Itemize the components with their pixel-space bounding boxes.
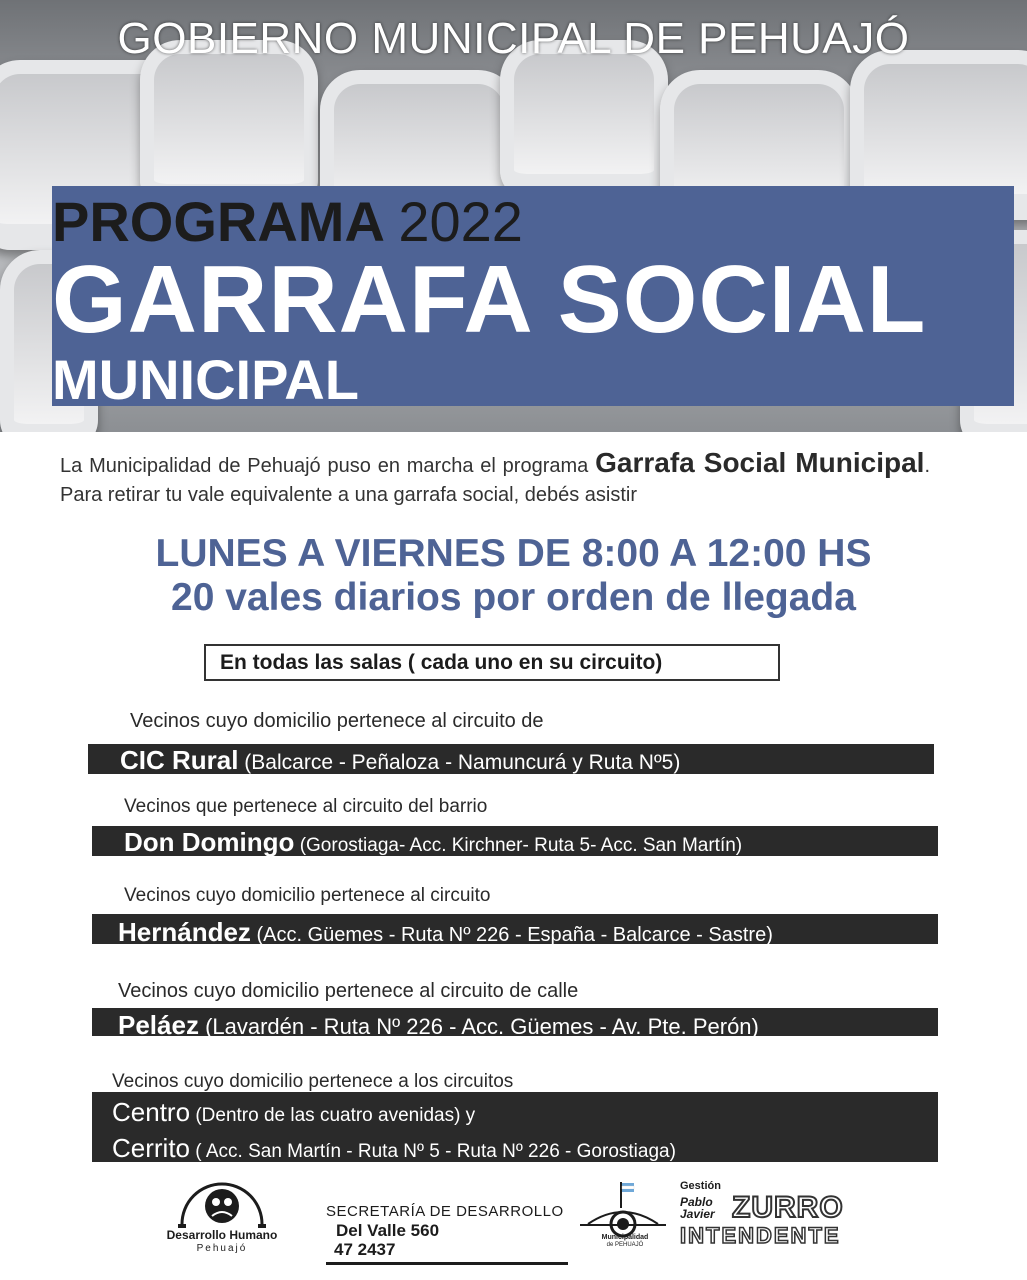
gas-cylinder-image bbox=[140, 40, 318, 210]
intro-text bbox=[60, 448, 930, 510]
circuit-name: CIC Rural bbox=[120, 745, 239, 775]
circuit-name: Peláez bbox=[118, 1010, 199, 1040]
program-year: 2022 bbox=[398, 190, 523, 253]
secretaria-name: SECRETARÍA DE DESARROLLO bbox=[326, 1203, 564, 1220]
circuit-lead: Vecinos cuyo domicilio pertenece al circuito de bbox=[130, 710, 544, 732]
secretaria-phone: 47 2437 bbox=[334, 1240, 396, 1259]
desarrollo-humano-subtitle: Pehuajó bbox=[196, 1243, 248, 1254]
circuit-detail: (Lavardén - Ruta Nº 226 - Acc. Güemes - Av. Pte. Perón) bbox=[198, 1014, 759, 1039]
circuit-lead: Vecinos que pertenece al circuito del barrio bbox=[124, 796, 488, 817]
gas-cylinder-image bbox=[500, 40, 668, 200]
circuit-name: Don Domingo bbox=[124, 827, 295, 857]
intendente-first-names bbox=[680, 1196, 715, 1220]
circuit-name: Hernández bbox=[118, 917, 251, 947]
locations-note: En todas las salas ( cada uno en su circuito) bbox=[204, 644, 780, 681]
circuit-name: Cerrito bbox=[112, 1133, 191, 1163]
intendente-first-name: Pablo bbox=[680, 1195, 713, 1209]
program-subtitle: MUNICIPAL bbox=[52, 348, 359, 411]
schedule bbox=[0, 532, 1027, 620]
circuit-bar bbox=[92, 914, 938, 947]
circuit-detail: (Acc. Güemes - Ruta Nº 226 - España - Balcarce - Sastre) bbox=[250, 924, 773, 946]
circuit-lead: Vecinos cuyo domicilio pertenece al circuito de calle bbox=[118, 980, 579, 1002]
program-label bbox=[52, 192, 523, 252]
circuit-detail: (Gorostiaga- Acc. Kirchner- Ruta 5- Acc. San Martín) bbox=[294, 835, 743, 856]
circuit-lead: Vecinos cuyo domicilio pertenece a los circuitos bbox=[112, 1071, 514, 1092]
circuit-line bbox=[112, 1096, 938, 1132]
intendente-middle-name: Javier bbox=[680, 1207, 715, 1221]
intro-part-2: . Para retirar tu vale equivalente a una garrafa social, debés asistir bbox=[60, 455, 930, 506]
circuit-bar bbox=[92, 1008, 938, 1040]
intro-part-1: La Municipalidad de Pehuajó puso en marcha el programa bbox=[60, 455, 596, 477]
intendente-surname: ZURRO bbox=[732, 1191, 844, 1224]
footer-divider bbox=[326, 1262, 568, 1265]
schedule-hours: LUNES A VIERNES DE 8:00 A 12:00 HS bbox=[155, 532, 872, 575]
municipalidad-subtext: de PEHUAJÓ bbox=[606, 1242, 644, 1248]
intendente-title: INTENDENTE bbox=[680, 1223, 841, 1248]
program-word: PROGRAMA bbox=[52, 190, 383, 253]
circuit-detail: (Dentro de las cuatro avenidas) y bbox=[190, 1105, 476, 1126]
program-title: GARRAFA SOCIAL bbox=[52, 246, 927, 353]
circuit-detail: ( Acc. San Martín - Ruta Nº 5 - Ruta Nº 226 - Gorostiaga) bbox=[190, 1141, 676, 1162]
intro-highlight: Garrafa Social Municipal bbox=[595, 447, 925, 478]
circuit-bar bbox=[88, 744, 934, 774]
circuit-line bbox=[112, 1132, 938, 1168]
header-title: GOBIERNO MUNICIPAL DE PEHUAJÓ bbox=[117, 14, 910, 63]
gestion-label: Gestión bbox=[680, 1180, 721, 1192]
municipalidad-text: Municipalidad bbox=[601, 1234, 649, 1241]
secretaria-info bbox=[326, 1202, 564, 1259]
desarrollo-humano-title: Desarrollo Humano bbox=[166, 1228, 278, 1242]
circuit-detail: (Balcarce - Peñaloza - Namuncurá y Ruta Nº5) bbox=[238, 751, 681, 774]
secretaria-address: Del Valle 560 bbox=[336, 1221, 440, 1240]
circuit-bar bbox=[92, 826, 938, 856]
schedule-quota: 20 vales diarios por orden de llegada bbox=[171, 576, 856, 619]
circuit-bar bbox=[92, 1092, 938, 1162]
circuit-name: Centro bbox=[112, 1097, 191, 1127]
circuit-lead: Vecinos cuyo domicilio pertenece al circuito bbox=[124, 885, 491, 906]
program-banner bbox=[52, 186, 1014, 411]
